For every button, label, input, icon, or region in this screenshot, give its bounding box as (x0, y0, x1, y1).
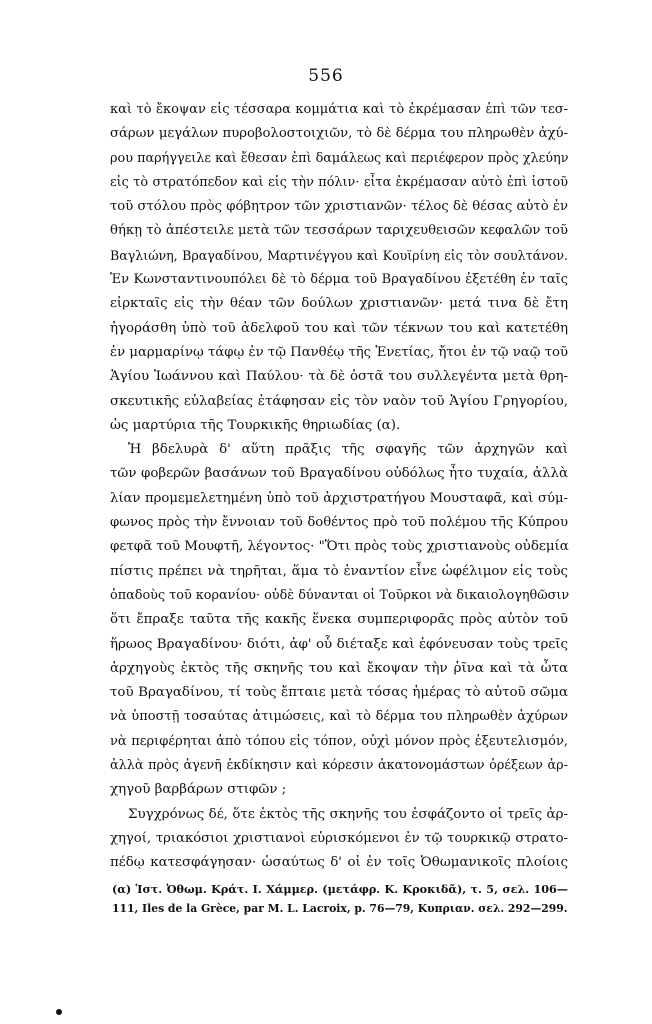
text-line: πίστις πρέπει νὰ τηρῆται, ἅμα τὸ ἐναντίον εἶνε ὠφέλιμον εἰς τοὺς (110, 563, 568, 579)
text-line: σκευτικῆς εὐλαβείας ἐτάφησαν εἰς τὸν ναὸν τοῦ Ἁγίου Γρηγορίου, (110, 393, 568, 409)
body-text (110, 98, 568, 876)
text-line: τῶν φοβερῶν βασάνων τοῦ Βραγαδίνου οὐδόλως ἦτο τυχαία, ἀλλὰ (110, 466, 568, 482)
text-line: ἀλλὰ πρὸς ἀγενῆ ἐκδίκησιν καὶ κόρεσιν ἀκατονομάστων ὀρέξεων ἀρ- (110, 758, 568, 774)
text-line: πέδῳ κατεσφάγησαν· ὡσαύτως δ' οἱ ἐν τοῖς Ὀθωμανικοῖς πλοίοις (110, 855, 568, 871)
text-line: λίαν προμεμελετημένη ὑπὸ τοῦ ἀρχιστρατήγου Μουσταφᾶ, καὶ σύμ- (110, 490, 568, 506)
text-line: ὀπαδοὺς τοῦ κορανίου· οὐδὲ δύνανται οἱ Τοῦρκοι νὰ δικαιολογηθῶσιν (110, 587, 570, 603)
text-line: νὰ ὑποστῇ τοσαύτας ἀτιμώσεις, καὶ τὸ δέρμα του πληρωθὲν ἀχύρων (110, 709, 568, 725)
text-line: ὅτι ἔπραξε ταῦτα τῆς κακῆς ἕνεκα συμπεριφορᾶς πρὸς αὐτὸν τοῦ (110, 612, 568, 628)
text-line: ἐν μαρμαρίνῳ τάφῳ ἐν τῷ Πανθέῳ τῆς Ἑνετίας, ἤτοι ἐν τῷ ναῷ τοῦ (110, 344, 568, 360)
text-line: χηγοῦ βαρβάρων στιφῶν ; (110, 782, 287, 798)
text-line: χηγοί, τριακόσιοι χριστιανοὶ εὑρισκόμενοι ἐν τῷ τουρκικῷ στρατο- (110, 830, 568, 846)
text-line: Ἐν Κωνσταντινουπόλει δὲ τὸ δέρμα τοῦ Βραγαδίνου ἐξετέθη ἐν ταῖς (110, 272, 568, 288)
text-line: νὰ περιφέρηται ἀπὸ τόπου εἰς τόπον, οὐχὶ μόνον πρὸς ἐξευτελισμόν, (110, 733, 568, 749)
text-line: τοῦ στόλου πρὸς φόβητρον τῶν χριστιανῶν· τέλος δὲ θέσας αὐτὸ ἐν (110, 199, 568, 215)
text-line: ὡς μαρτύρια τῆς Τουρκικῆς θηριωδίας (α). (110, 417, 401, 433)
footnote-line: (α) Ἱστ. Ὀθωμ. Κράτ. Ι. Χάμμερ. (μετάφρ. Κ. Κροκιδᾶ), τ. 5, σελ. 106— (112, 882, 568, 896)
text-line: τοῦ Βραγαδίνου, τί τοὺς ἔπταιε μετὰ τόσας ἡμέρας τὸ αὐτοῦ σῶμα (110, 685, 568, 701)
text-line: ἥρωος Βραγαδίνου· διότι, ἀφ' οὗ διέταξε καὶ ἐφόνευσαν τοὺς τρεῖς (110, 636, 568, 652)
text-line: εἰς τὸ στρατόπεδον καὶ εἰς τὴν πόλιν· εἶτα ἐκρέμασαν αὐτὸ ἐπὶ ἱστοῦ (110, 174, 568, 190)
page-number: 556 (308, 66, 344, 86)
text-line: Συγχρόνως δέ, ὅτε ἐκτὸς τῆς σκηνῆς του ἐσφάζοντο οἱ τρεῖς ἀρ- (128, 806, 568, 822)
text-line: φωνος πρὸς τὴν ἔννοιαν τοῦ δοθέντος πρὸ τοῦ πολέμου τῆς Κύπρου (110, 515, 568, 531)
margin-dot-mark (56, 1009, 62, 1015)
text-line: ρου παρήγγειλε καὶ ἔθεσαν ἐπὶ δαμάλεως καὶ περιέφερον πρὸς χλεύην (110, 150, 569, 166)
text-line: θήκῃ τὸ ἀπέστειλε μετὰ τῶν τεσσάρων ταριχευθεισῶν κεφαλῶν τοῦ (110, 223, 568, 239)
text-line: Ἁγίου Ἰωάννου καὶ Παύλου· τὰ δὲ ὀστᾶ του συλλεγέντα μετὰ θρη- (110, 369, 568, 385)
text-line: ἠγοράσθη ὑπὸ τοῦ ἀδελφοῦ του καὶ τῶν τέκνων του καὶ κατετέθη (110, 320, 568, 336)
text-line: καὶ τὸ ἔκοψαν εἰς τέσσαρα κομμάτια καὶ τὸ ἐκρέμασαν ἐπὶ τῶν τεσ- (110, 102, 568, 117)
text-line: ἀρχηγοὺς ἐκτὸς τῆς σκηνῆς του καὶ ἔκοψαν τὴν ῥῖνα καὶ τὰ ὦτα (110, 660, 568, 676)
text-line: Βαγλιώνη, Βραγαδίνου, Μαρτινέγγου καὶ Κουϊρίνη εἰς τὸν σουλτάνον. (110, 247, 568, 263)
footnote-line: 111, Iles de la Grèce, par M. L. Lacroix, p. 76—79, Κυπριαν. σελ. 292—299. (112, 902, 568, 915)
text-line: φετφᾶ τοῦ Μουφτῆ, λέγοντος· "Ὅτι πρὸς τοὺς χριστιανοὺς οὐδεμία (110, 539, 569, 555)
text-line: εἰρκταῖς εἰς τὴν θέαν τῶν δούλων χριστιανῶν· μετά τινα δὲ ἔτη (110, 296, 568, 312)
footnote (112, 880, 568, 918)
text-line: σάρων μεγάλων πυροβολοστοιχιῶν, τὸ δὲ δέρμα του πληρωθὲν ἀχύ- (110, 126, 568, 142)
text-line: Ἡ βδελυρὰ δ' αὕτη πρᾶξις τῆς σφαγῆς τῶν ἀρχηγῶν καὶ (128, 442, 568, 458)
